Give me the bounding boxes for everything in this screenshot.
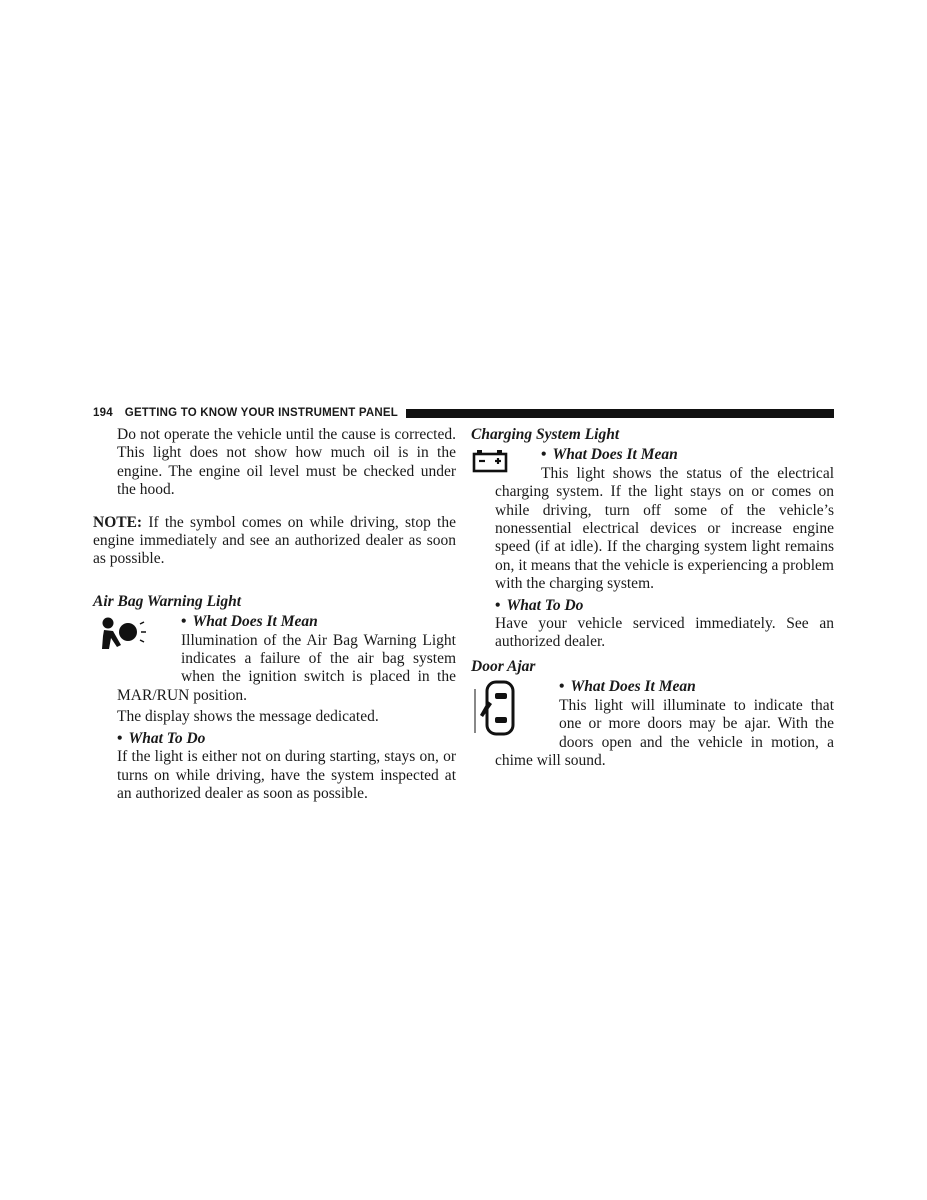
door-ajar-icon xyxy=(474,679,518,737)
door-mean-bullet: • What Does It Mean xyxy=(559,678,696,696)
right-column xyxy=(471,426,834,770)
note-text: If the symbol comes on while driving, stop the engine immediately and see an authorized dealer as soon as possible. xyxy=(93,513,456,568)
charging-todo-text: Have your vehicle serviced immediately. See an authorized dealer. xyxy=(495,615,834,651)
charging-mean-text: charging system. If the light stays on or comes on while driving, turn off some of the vehicle’s nonessential electrical devices or increase engine speed (if at idle). If the charging system light remains on, it means that the vehicle is experiencing a problem with the charging system. xyxy=(495,483,834,593)
airbag-mean-line-1: Illumination of the Air Bag Warning Light xyxy=(181,631,456,649)
charging-heading: Charging System Light xyxy=(471,426,620,443)
airbag-mean-bullet: • What Does It Mean xyxy=(181,613,318,631)
note-label: NOTE: xyxy=(93,513,143,531)
section-title: GETTING TO KNOW YOUR INSTRUMENT PANEL xyxy=(124,407,398,419)
door-mean-line-4: chime will sound. xyxy=(495,751,606,769)
door-mean-line-2: one or more doors may be ajar. With the xyxy=(559,715,834,733)
door-mean-line-3: doors open and the vehicle in motion, a xyxy=(559,733,834,751)
header-rule xyxy=(406,409,834,418)
airbag-mean-line-2: indicates a failure of the air bag system xyxy=(181,650,456,668)
airbag-mean-label: What Does It Mean xyxy=(192,613,318,631)
airbag-mean-line-3: when the ignition switch is placed in the xyxy=(181,668,456,686)
battery-icon xyxy=(472,449,508,473)
airbag-todo-label: What To Do xyxy=(128,729,206,747)
charging-mean-line-1: This light shows the status of the electrical xyxy=(541,464,834,482)
airbag-mean-line-4: MAR/RUN position. xyxy=(117,686,248,704)
door-mean-line-1: This light will illuminate to indicate that xyxy=(559,696,834,714)
charging-mean-bullet: • What Does It Mean xyxy=(541,446,678,464)
charging-mean-label: What Does It Mean xyxy=(552,446,678,464)
airbag-display-text: The display shows the message dedicated. xyxy=(117,708,379,726)
charging-todo-bullet: • What To Do xyxy=(495,596,584,614)
door-mean-block xyxy=(471,678,834,752)
airbag-todo-text: If the light is either not on during starting, stays on, or turns on while driving, have the system inspected at an authorized dealer as soon as possible. xyxy=(117,748,456,802)
page-number: 194 xyxy=(93,407,113,419)
door-mean-label: What Does It Mean xyxy=(570,678,696,696)
page-header xyxy=(93,405,834,421)
charging-mean-block xyxy=(471,446,834,483)
airbag-todo-bullet: • What To Do xyxy=(117,729,206,747)
airbag-heading: Air Bag Warning Light xyxy=(93,592,242,610)
note-paragraph xyxy=(93,514,456,569)
oil-paragraph: Do not operate the vehicle until the cause is corrected. This light does not show how much oil is in the engine. The engine oil level must be checked under the hood. xyxy=(117,426,456,499)
airbag-warning-icon xyxy=(96,614,152,658)
door-heading: Door Ajar xyxy=(471,657,536,675)
charging-todo-label: What To Do xyxy=(506,596,584,614)
